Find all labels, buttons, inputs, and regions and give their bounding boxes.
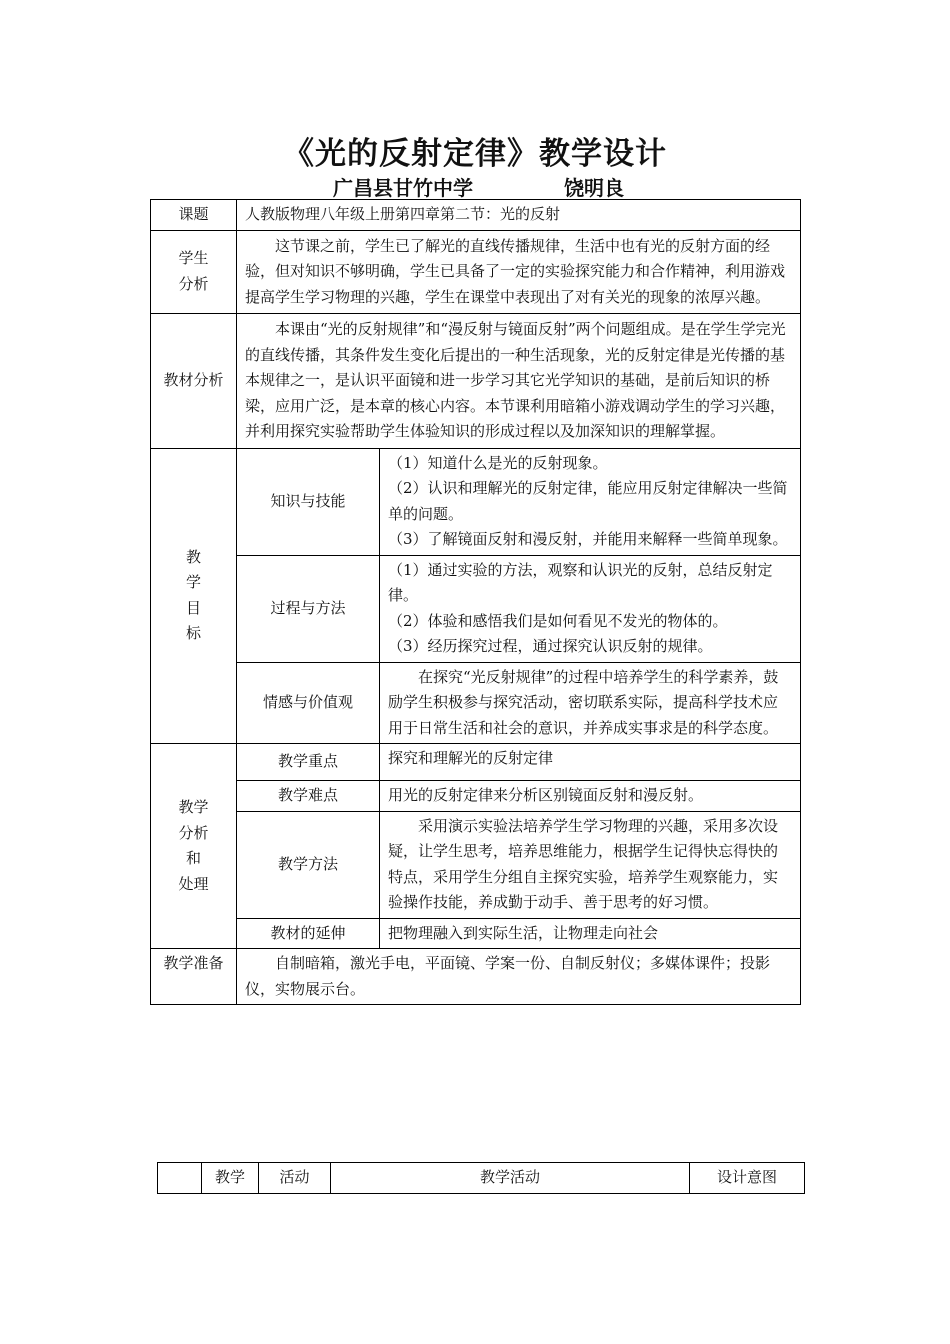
table-row: [158, 1163, 805, 1194]
author-name: 饶明良: [564, 176, 624, 200]
difficulty-label: 教学难点: [237, 781, 380, 812]
prep-label: 教学准备: [151, 949, 237, 1005]
material-analysis-value: 本课由“光的反射规律”和“漫反射与镜面反射”两个问题组成。是在学生学完光的直线传播，其条件发生变化后提出的一种生活现象，光的反射定律是光传播的基本规律之一，是认识平面镜和进一步学习其它光学知识的基础，是前后知识的桥梁，应用广泛，是本章的核心内容。本节课利用暗箱小游戏调动学生的学习兴趣，并利用探究实验帮助学生体验知识的形成过程以及加深知识的理解掌握。: [237, 314, 801, 449]
list-item: （1）通过实验的方法，观察和认识光的反射，总结反射定律。: [388, 560, 773, 604]
topic-row: [151, 200, 801, 231]
method-row: [151, 811, 801, 918]
emotion-values-label: 情感与价值观: [237, 662, 380, 744]
student-analysis-label: 学生 分析: [151, 230, 237, 314]
header-cell-empty: [158, 1163, 202, 1194]
process-method-label: 过程与方法: [237, 555, 380, 662]
key-point-value: 探究和理解光的反射定律: [380, 744, 801, 781]
list-item: （2）认识和理解光的反射定律，能应用反射定律解决一些简单的问题。: [388, 479, 788, 523]
prep-value: 自制暗箱，激光手电，平面镜、学案一份、自制反射仪；多媒体课件；投影仪，实物展示台。: [237, 949, 801, 1005]
knowledge-skills-list: [380, 448, 801, 555]
teaching-method-label: 教学方法: [237, 811, 380, 918]
teaching-goals-label: 教 学 目 标: [151, 448, 237, 744]
knowledge-skills-label: 知识与技能: [237, 448, 380, 555]
document-title: 《光的反射定律》教学设计: [283, 136, 667, 172]
key-point-label: 教学重点: [237, 744, 380, 781]
goal-emotion-row: [151, 662, 801, 744]
material-analysis-label: 教材分析: [151, 314, 237, 449]
teaching-method-value: 采用演示实验法培养学生学习物理的兴趣，采用多次设疑，让学生思考，培养思维能力，根据学生记得快忘得快的特点，采用学生分组自主探究实验，培养学生观察能力，实验操作技能，养成勤于动手、善于思考的好习惯。: [380, 811, 801, 918]
document-subtitle: [0, 172, 950, 200]
topic-label: 课题: [151, 200, 237, 231]
activity-table-header: [157, 1162, 805, 1194]
extension-label: 教材的延伸: [237, 918, 380, 949]
list-item: （3）了解镜面反射和漫反射，并能用来解释一些简单现象。: [388, 530, 788, 548]
lesson-design-table: [150, 199, 801, 1005]
extension-row: [151, 918, 801, 949]
teaching-analysis-label: 教学 分析 和 处理: [151, 744, 237, 949]
header-cell-teaching: 教学: [202, 1163, 259, 1194]
school-name: 广昌县甘竹中学: [333, 176, 473, 200]
topic-value: 人教版物理八年级上册第四章第二节：光的反射: [237, 200, 801, 231]
extension-value: 把物理融入到实际生活，让物理走向社会: [380, 918, 801, 949]
header-cell-activity: 活动: [259, 1163, 331, 1194]
goal-process-row: [151, 555, 801, 662]
list-item: （1）知道什么是光的反射现象。: [388, 453, 608, 472]
student-analysis-row: [151, 230, 801, 314]
emotion-values-value: 在探究“光反射规律”的过程中培养学生的科学素养，鼓励学生积极参与探究活动，密切联系实际，提高科学技术应用于日常生活和社会的意识，并养成实事求是的科学态度。: [380, 662, 801, 744]
student-analysis-value: 这节课之前，学生已了解光的直线传播规律，生活中也有光的反射方面的经验，但对知识不够明确，学生已具备了一定的实验探究能力和合作精神，利用游戏提高学生学习物理的兴趣，学生在课堂中表现出了对有关光的现象的浓厚兴趣。: [237, 230, 801, 314]
difficulty-value: 用光的反射定律来分析区别镜面反射和漫反射。: [380, 781, 801, 812]
goal-knowledge-row: [151, 448, 801, 555]
list-item: （2）体验和感悟我们是如何看见不发光的物体的。: [388, 611, 728, 630]
header-cell-design-intent: 设计意图: [690, 1163, 805, 1194]
process-method-list: [380, 555, 801, 662]
difficulty-row: [151, 781, 801, 812]
material-analysis-row: [151, 314, 801, 449]
key-point-row: [151, 744, 801, 781]
header-cell-teaching-activity: 教学活动: [331, 1163, 690, 1194]
prep-row: [151, 949, 801, 1005]
list-item: （3）经历探究过程，通过探究认识反射的规律。: [388, 637, 713, 655]
